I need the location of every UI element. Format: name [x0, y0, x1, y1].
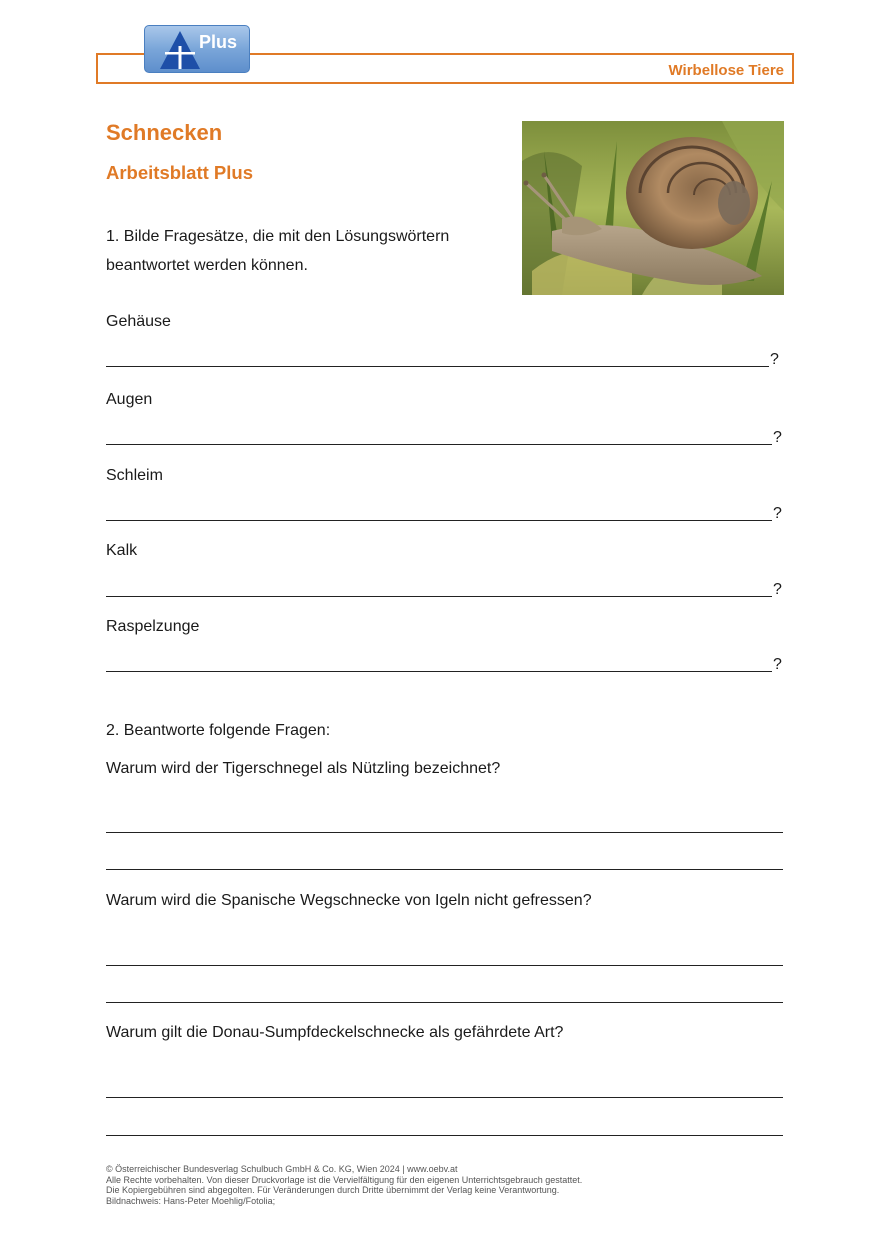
question-mark: ? — [770, 351, 779, 368]
footer-line: Alle Rechte vorbehalten. Von dieser Druckvorlage ist die Vervielfältigung für den eigenen Unterrichtsgebrauch gestattet. — [106, 1174, 583, 1185]
task1-instruction-line2: beantwortet werden können. — [106, 257, 308, 274]
task2-instruction: 2. Beantworte folgende Fragen: — [106, 722, 331, 739]
task1-instruction-line1: 1. Bilde Fragesätze, die mit den Lösungswörtern — [106, 228, 450, 245]
question-tigerschnegel: Warum wird der Tigerschnegel als Nützling bezeichnet? — [106, 760, 501, 777]
snail-photo — [522, 121, 784, 295]
answer-line-schleim[interactable] — [106, 520, 772, 521]
page-subtitle: Arbeitsblatt Plus — [106, 162, 253, 183]
answer-line-gehaeuse[interactable] — [106, 366, 769, 367]
answer-line[interactable] — [106, 1097, 783, 1098]
answer-line[interactable] — [106, 869, 783, 870]
answer-line-augen[interactable] — [106, 444, 772, 445]
word-schleim: Schleim — [106, 467, 163, 484]
logo-text: Plus — [199, 32, 238, 52]
question-sumpfdeckelschnecke: Warum gilt die Donau-Sumpfdeckelschnecke als gefährdete Art? — [106, 1024, 564, 1041]
word-kalk: Kalk — [106, 542, 138, 559]
triangle-logo-icon — [159, 30, 201, 70]
answer-line[interactable] — [106, 1135, 783, 1136]
page-title: Schnecken — [106, 120, 223, 145]
answer-line[interactable] — [106, 965, 783, 966]
publisher-logo — [144, 25, 250, 73]
answer-line[interactable] — [106, 832, 783, 833]
question-mark: ? — [773, 429, 782, 446]
word-augen: Augen — [106, 391, 153, 408]
question-mark: ? — [773, 581, 782, 598]
answer-line[interactable] — [106, 1002, 783, 1003]
header-topic: Wirbellose Tiere — [668, 62, 784, 79]
question-mark: ? — [773, 656, 782, 673]
footer-line: © Österreichischer Bundesverlag Schulbuch GmbH & Co. KG, Wien 2024 | www.oebv.at — [106, 1164, 458, 1174]
question-wegschnecke: Warum wird die Spanische Wegschnecke von Igeln nicht gefressen? — [106, 892, 592, 909]
footer-copyright — [106, 1164, 582, 1206]
word-gehaeuse: Gehäuse — [106, 313, 171, 330]
answer-line-kalk[interactable] — [106, 596, 772, 597]
footer-line: Bildnachweis: Hans-Peter Moehlig/Fotolia; — [106, 1195, 276, 1206]
question-mark: ? — [773, 505, 782, 522]
answer-line-raspelzunge[interactable] — [106, 671, 772, 672]
footer-line: Die Kopiergebühren sind abgegolten. Für Veränderungen durch Dritte übernimmt der Verlag keine Verantwortung. — [106, 1185, 560, 1195]
word-raspelzunge: Raspelzunge — [106, 618, 200, 635]
